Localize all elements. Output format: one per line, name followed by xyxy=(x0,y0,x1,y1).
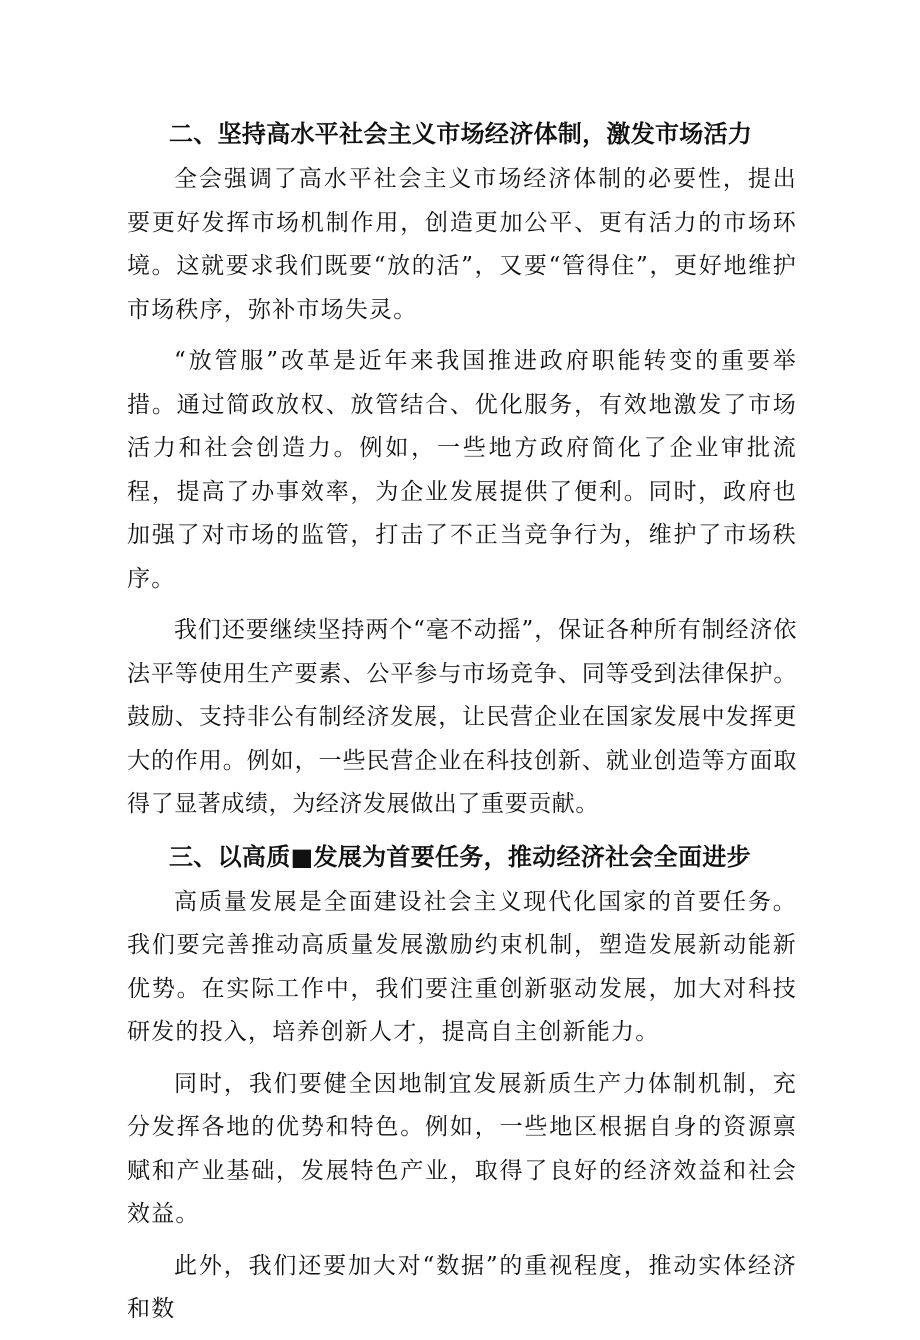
section-heading-2: 二、坚持高水平社会主义市场经济体制，激发市场活力 xyxy=(169,120,753,148)
paragraph: “放管服”改革是近年来我国推进政府职能转变的重要举措。通过简政放权、放管结合、优化服务，有效地激发了市场活力和社会创造力。例如，一些地方政府简化了企业审批流程，提高了办事效率，为企业发展提供了便利。同时，政府也加强了对市场的监管，打击了不正当竞争行为，维护了市场秩序。 xyxy=(127,348,797,592)
document-body xyxy=(127,112,797,1340)
paragraph: 我们还要继续坚持两个“毫不动摇”，保证各种所有制经济依法平等使用生产要素、公平参与市场竞争、同等受到法律保护。鼓励、支持非公有制经济发展，让民营企业在国家发展中发挥更大的作用。例如，一些民营企业在科技创新、就业创造等方面取得了显著成绩，为经济发展做出了重要贡献。 xyxy=(127,617,797,817)
paragraph: 全会强调了高水平社会主义市场经济体制的必要性，提出要更好发挥市场机制作用，创造更加公平、更有活力的市场环境。这就要求我们既要“放的活”，又要“管得住”，更好地维护市场秩序，弥补市场失灵。 xyxy=(127,166,797,323)
section-heading-3: 三、以高质■发展为首要任务，推动经济社会全面进步 xyxy=(169,842,751,871)
paragraph: 此外，我们还要加大对“数据”的重视程度，推动实体经济和数 xyxy=(127,1252,797,1322)
paragraph: 同时，我们要健全因地制宜发展新质生产力体制机制，充分发挥各地的优势和特色。例如，一些地区根据自身的资源禀赋和产业基础，发展特色产业，取得了良好的经济效益和社会效益。 xyxy=(127,1070,797,1227)
paragraph: 高质量发展是全面建设社会主义现代化国家的首要任务。我们要完善推动高质量发展激励约束机制，塑造发展新动能新优势。在实际工作中，我们要注重创新驱动发展，加大对科技研发的投入，培养创新人才，提高自主创新能力。 xyxy=(127,888,797,1045)
